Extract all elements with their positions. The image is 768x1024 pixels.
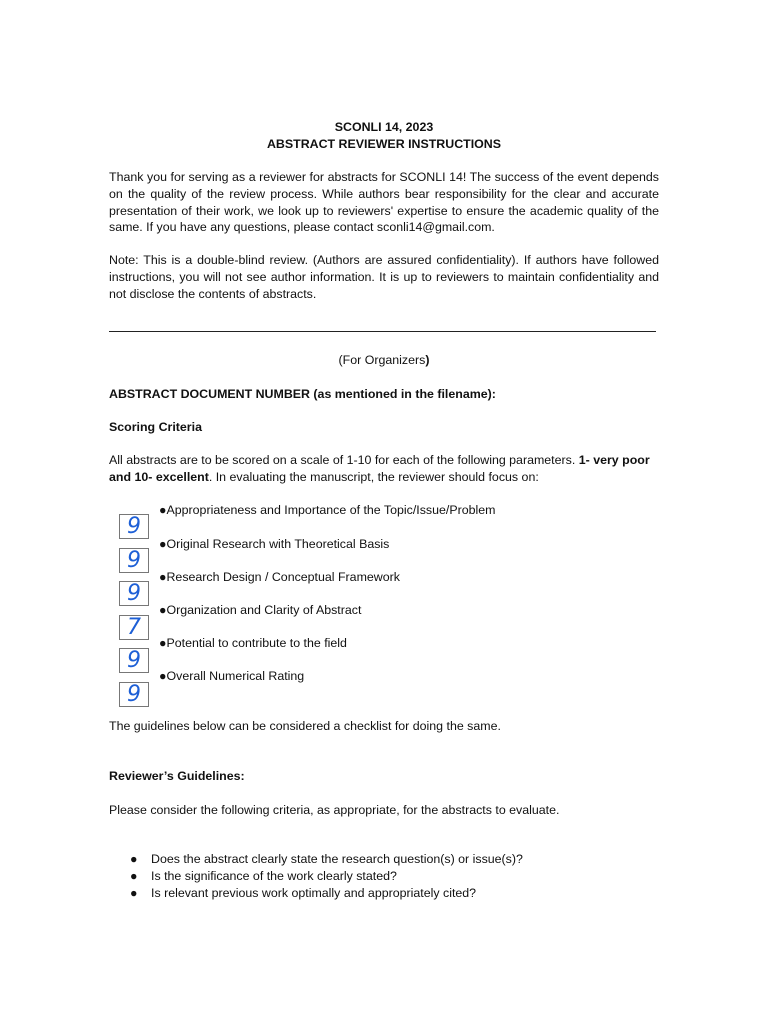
title-line-2: ABSTRACT REVIEWER INSTRUCTIONS — [266, 137, 502, 151]
title-line-1: SCONLI 14, 2023 — [334, 120, 434, 134]
bullet-icon: ● — [130, 886, 138, 900]
score-value: 7 — [127, 615, 141, 640]
organizers-label: (For Organizers) — [338, 353, 430, 367]
bullet-icon: ● — [159, 603, 167, 617]
score-value: 9 — [127, 682, 141, 707]
criterion-row — [159, 635, 347, 652]
guidelines-list — [130, 851, 523, 902]
intro-paragraph: Thank you for serving as a reviewer for abstracts for SCONLI 14! The success of the event depends on the quality of the review process. While authors bear responsibility for the clear and accurate presentation of their work, we look up to reviewers' expertise to ensure the academic quality of the same. If you have any questions, please contact sconli14@gmail.com. — [109, 170, 659, 235]
criterion-label: Research Design / Conceptual Framework — [166, 570, 400, 584]
score-box[interactable] — [119, 615, 149, 640]
bullet-icon: ● — [159, 537, 167, 551]
note-paragraph: Note: This is a double-blind review. (Authors are assured confidentiality). If authors have followed instructions, you will not see author information. It is up to reviewers to maintain confidentiality and not disclose the contents of abstracts. — [109, 253, 659, 301]
bullet-icon: ● — [159, 503, 167, 517]
list-item: ● Is the significance of the work clearly stated? — [130, 869, 397, 883]
score-box[interactable] — [119, 548, 149, 573]
score-box[interactable] — [119, 581, 149, 606]
score-value: 9 — [127, 648, 141, 673]
bullet-icon: ● — [159, 669, 167, 683]
criterion-label: Original Research with Theoretical Basis — [166, 537, 390, 551]
criterion-row — [159, 602, 361, 619]
list-item: ● Does the abstract clearly state the research question(s) or issue(s)? — [130, 852, 523, 866]
score-box[interactable] — [119, 682, 149, 707]
bullet-icon: ● — [159, 570, 167, 584]
bullet-icon: ● — [159, 636, 167, 650]
score-value: 9 — [127, 548, 141, 573]
divider-line — [109, 331, 656, 332]
criterion-row — [159, 569, 400, 586]
scoring-heading: Scoring Criteria — [109, 420, 202, 434]
guidelines-heading: Reviewer’s Guidelines: — [109, 769, 245, 783]
criterion-row — [159, 502, 495, 519]
criterion-row — [159, 536, 389, 553]
scoring-description: All abstracts are to be scored on a scale of 1-10 for each of the following parameters. 1- very poor and 10- excellent. In evaluating the manuscript, the reviewer should focus on: — [109, 453, 650, 484]
criterion-label: Organization and Clarity of Abstract — [166, 603, 362, 617]
criterion-label: Overall Numerical Rating — [166, 669, 305, 683]
criterion-row — [159, 668, 304, 685]
list-item: ● Is relevant previous work optimally and appropriately cited? — [130, 886, 477, 900]
score-value: 9 — [127, 514, 141, 539]
bullet-icon: ● — [130, 852, 138, 866]
criterion-label: Potential to contribute to the field — [166, 636, 347, 650]
document-number-label: ABSTRACT DOCUMENT NUMBER (as mentioned in the filename): — [109, 387, 496, 401]
guidelines-intro: Please consider the following criteria, as appropriate, for the abstracts to evaluate. — [109, 803, 560, 817]
score-box[interactable] — [119, 514, 149, 539]
score-box[interactable] — [119, 648, 149, 673]
score-value: 9 — [127, 581, 141, 606]
criterion-label: Appropriateness and Importance of the Topic/Issue/Problem — [166, 503, 496, 517]
checklist-note: The guidelines below can be considered a checklist for doing the same. — [109, 719, 501, 733]
bullet-icon: ● — [130, 869, 138, 883]
